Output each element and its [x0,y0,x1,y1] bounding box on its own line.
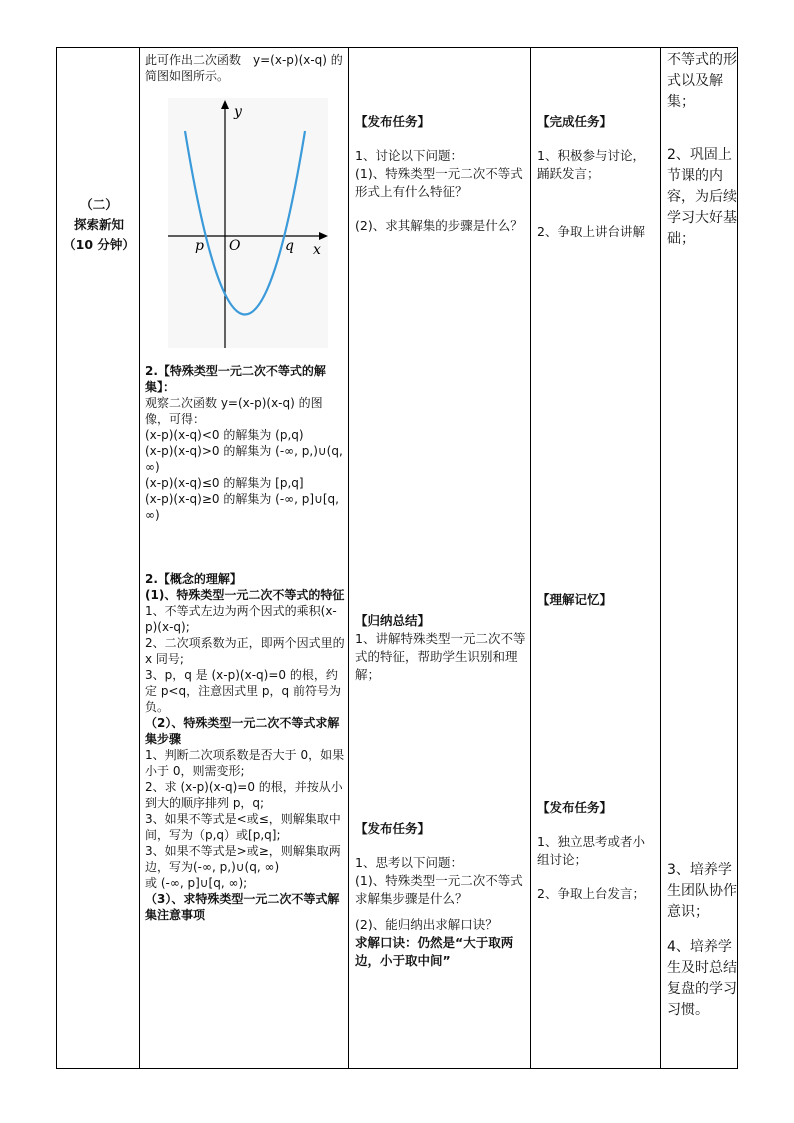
text-line: (2)、能归纳出求解口诀？ [355,917,498,932]
text-line: 不等式的形式以及解集； [667,52,737,110]
text-line: 1、判断二次项系数是否大于 0，如果小于 0，则需变形; [145,748,345,778]
text-line: (x-p)(x-q)<0 的解集为 (p,q) [145,428,304,442]
text-line: 1、讨论以下问题： [355,148,463,163]
student-block-3 [537,799,657,903]
parabola-curve [185,131,305,315]
text-line: 2、争取上讲台讲解 [537,224,645,239]
table-top-border [56,47,738,48]
text-line: 2、求 (x-p)(x-q)=0 的根，并按从小到大的顺序排列 p，q; [145,780,343,810]
origin-label: O [229,238,241,254]
text-line: 3、p，q 是 (x-p)(x-q)=0 的根，约定 p<q，注意因式里 p，q 前符号为负。 [145,668,341,714]
text-line: 观察二次函数 y=(x-p)(x-q) 的图像，可得： [145,396,323,426]
task-heading: 【理解记忆】 [537,592,613,607]
text-line: 1、讲解特殊类型一元二次不等式的特征，帮助学生识别和理解； [355,631,526,682]
intro-line: 此可作出二次函数 y=(x-p)(x-q) 的简图如图所示。 [145,53,343,83]
text-line: 1、独立思考或者小组讨论； [537,834,645,867]
task-heading: 【归纳总结】 [355,613,431,628]
p-label: p [195,238,204,254]
section-solution-sets [145,363,345,523]
text-line: 1、思考以下问题： [355,855,463,870]
col-border-0 [56,47,57,1069]
section-subtitle: （2）、特殊类型一元二次不等式求解集步骤 [145,716,340,746]
parabola-svg [168,98,328,348]
section-subtitle: （3）、求特殊类型一元二次不等式解集注意事项 [145,892,340,922]
text-line: 1、不等式左边为两个因式的乘积(x-p)(x-q); [145,604,337,634]
text-line: (x-p)(x-q)≥0 的解集为 (-∞, p]∪[q, ∞) [145,492,339,522]
student-block-1 [537,113,657,241]
student-block-2 [537,591,657,609]
text-line: (x-p)(x-q)≤0 的解集为 [p,q] [145,476,304,490]
text-line: 3、如果不等式是<或≤，则解集取中间，写为（p,q）或[p,q]; [145,812,341,842]
col-border-5 [737,47,738,1069]
section-subtitle: (1)、特殊类型一元二次不等式的特征 [145,588,345,602]
task-heading: 【完成任务】 [537,114,613,129]
purpose-block-1 [667,50,737,250]
table-bottom-border [56,1068,738,1069]
parabola-graph [168,98,328,348]
teacher-block-3 [355,820,527,970]
text-line: 或 (-∞, p]∪[q, ∞); [145,876,248,890]
text-line: 3、培养学生团队协作意识； [667,862,737,920]
teacher-block-2 [355,612,527,684]
col-border-3 [530,47,531,1069]
teacher-block-1 [355,113,527,235]
x-axis-label: x [313,242,321,258]
col-border-2 [348,47,349,1069]
text-line: 4、培养学生及时总结复盘的学习习惯。 [667,939,737,1018]
section-concept [145,571,345,923]
formula-summary: 求解口诀：仍然是“大于取两边，小于取中间” [355,935,514,968]
task-heading: 【发布任务】 [355,821,431,836]
text-line: (1)、特殊类型一元二次不等式形式上有什么特征？ [355,166,523,199]
stage-number: （二） [80,197,118,212]
x-axis-arrow [319,232,328,240]
text-line: 2、二次项系数为正，即两个因式里的 x 同号; [145,636,345,666]
section-title: 2.【特殊类型一元二次不等式的解集】： [145,364,326,394]
text-line: (2)、求其解集的步骤是什么？ [355,218,523,233]
intro-text [145,52,345,84]
q-label: q [285,238,294,254]
purpose-block-2 [667,860,737,1021]
stage-time: （10 分钟） [63,237,135,252]
text-line: 3、如果不等式是>或≥，则解集取两边，写为(-∞, p,)∪(q, ∞) [145,844,341,874]
y-axis-arrow [221,100,229,109]
text-line: 2、巩固上节课的内容，为后续学习大好基础； [667,147,737,247]
text-line: 2、争取上台发言； [537,886,645,901]
col-border-4 [660,47,661,1069]
section-title: 2.【概念的理解】 [145,572,242,586]
text-line: 1、积极参与讨论，踊跃发言； [537,148,645,181]
task-heading: 【发布任务】 [355,114,431,129]
stage-name: 探索新知 [73,217,124,232]
text-line: (x-p)(x-q)>0 的解集为 (-∞, p,)∪(q, ∞) [145,444,343,474]
task-heading: 【发布任务】 [537,800,613,815]
y-axis-label: y [234,104,242,120]
text-line: (1)、特殊类型一元二次不等式求解集步骤是什么？ [355,873,523,906]
col-border-1 [139,47,140,1069]
stage-cell [60,195,138,255]
